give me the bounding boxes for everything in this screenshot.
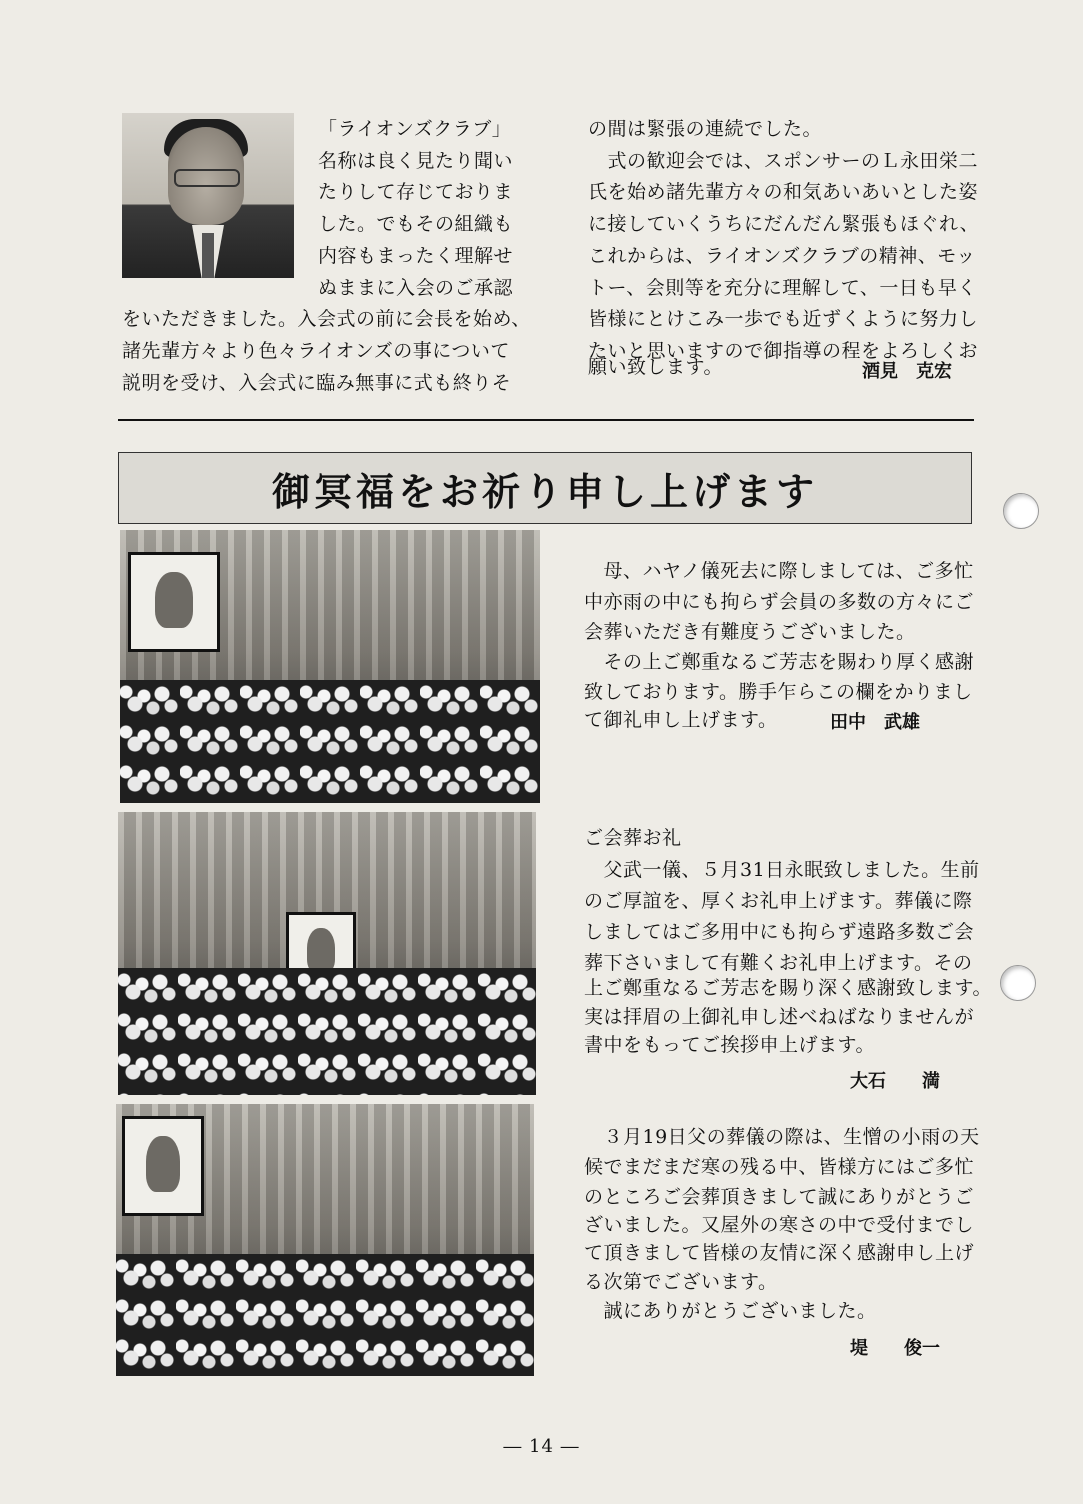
message1-line: 致しております。勝手乍らこの欄をかりまし <box>584 681 973 703</box>
message3-line: ３月19日父の葬儀の際は、生憎の小雨の天 <box>584 1126 980 1148</box>
message3-line: 誠にありがとうございました。 <box>584 1300 877 1322</box>
intro-col1-line: 諸先輩方々より色々ライオンズの事について <box>122 340 510 362</box>
binder-hole <box>1003 493 1039 529</box>
message2-line: 書中をもってご挨拶申上げます。 <box>584 1034 875 1056</box>
intro-col1-line: 「ライオンズクラブ」 <box>318 118 512 140</box>
intro-col2-line: トー、会則等を充分に理解して、一日も早く <box>588 277 977 299</box>
intro-col2-line: の間は緊張の連続でした。 <box>588 118 823 140</box>
intro-col2-line: 氏を始め諸先輩方々の和気あいあいとした姿 <box>588 181 979 203</box>
intro-col1-line: 内容もまったく理解せ <box>318 245 514 267</box>
message2-line: しましてはご多用中にも拘らず遠路多数ご会 <box>584 921 975 943</box>
member-portrait-photo <box>122 113 294 278</box>
message3-line: 候でまだまだ寒の残る中、皆様方にはご多忙 <box>584 1156 975 1178</box>
intro-signature: 酒見 克宏 <box>862 361 952 382</box>
intro-col1-line: たりして存じておりま <box>318 181 514 203</box>
intro-col2-line: これからは、ライオンズクラブの精神、モッ <box>588 245 976 267</box>
memorial-portrait-frame <box>122 1116 204 1216</box>
intro-col1-line: 名称は良く見たり聞い <box>318 150 514 172</box>
message1-line: て御礼申し上げます。 <box>584 709 778 731</box>
intro-col2-line: 願い致します。 <box>588 356 723 378</box>
message2-line: のご厚誼を、厚くお礼申上げます。葬儀に際 <box>584 890 973 912</box>
intro-col1-line: 説明を受け、入会式に臨み無事に式も終りそ <box>122 372 512 394</box>
message2-line: 上ご鄭重なるご芳志を賜り深く感謝致します。 <box>584 977 992 999</box>
flower-arrangement <box>120 680 540 803</box>
portrait-tie <box>202 233 214 278</box>
intro-col1-line: ぬままに入会のご承認 <box>318 277 514 299</box>
message2-line: 実は拝眉の上御礼申し述べねばなりませんが <box>584 1006 975 1028</box>
memorial-portrait-frame <box>128 552 220 652</box>
funeral-photo-3 <box>116 1104 534 1376</box>
intro-col2-line: に接していくうちにだんだん緊張もほぐれ、 <box>588 213 980 235</box>
intro-col2-line: 式の歓迎会では、スポンサーのＬ永田栄二 <box>588 150 979 172</box>
intro-col1-line: した。でもその組織も <box>318 213 514 235</box>
message1-line: 中亦雨の中にも拘らず会員の多数の方々にご <box>584 591 975 613</box>
banner-title: 御冥福をお祈り申し上げます <box>271 468 818 514</box>
message3-line: て頂きまして皆様の友情に深く感謝申し上げ <box>584 1242 975 1264</box>
message2-line: 父武一儀、５月31日永眠致しました。生前 <box>584 859 980 881</box>
funeral-photo-1 <box>120 530 540 803</box>
message3-line: のところご会葬頂きまして誠にありがとうご <box>584 1186 975 1208</box>
message3-signature: 堤 俊一 <box>850 1338 940 1359</box>
message2-signature: 大石 満 <box>850 1071 940 1092</box>
intro-col2-line: 皆様にとけこみ一歩でも近ずくように努力し <box>588 308 979 330</box>
message1-line: 会葬いただき有難度うございました。 <box>584 621 916 643</box>
intro-col1-line: をいただきました。入会式の前に会長を始め、 <box>122 308 531 330</box>
intro-col2-line: たいと思いますので御指導の程をよろしくお <box>588 340 979 362</box>
message1-line: その上ご鄭重なるご芳志を賜わり厚く感謝 <box>584 651 975 673</box>
condolence-banner <box>118 452 972 524</box>
binder-hole <box>1000 965 1036 1001</box>
funeral-photo-2 <box>118 812 536 1095</box>
portrait-glasses <box>174 169 240 187</box>
message2-line: ご会葬お礼 <box>584 827 682 849</box>
message3-line: ざいました。又屋外の寒さの中で受付までし <box>584 1214 975 1236</box>
message1-line: 母、ハヤノ儀死去に際しましては、ご多忙 <box>584 560 974 582</box>
section-divider <box>118 419 974 421</box>
message1-signature: 田中 武雄 <box>830 712 920 733</box>
page-number: ― 14 ― <box>503 1436 580 1457</box>
message2-line: 葬下さいまして有難くお礼申上げます。その <box>584 952 973 974</box>
flower-arrangement <box>118 968 536 1095</box>
flower-arrangement <box>116 1254 534 1376</box>
message3-line: る次第でございます。 <box>584 1271 778 1293</box>
